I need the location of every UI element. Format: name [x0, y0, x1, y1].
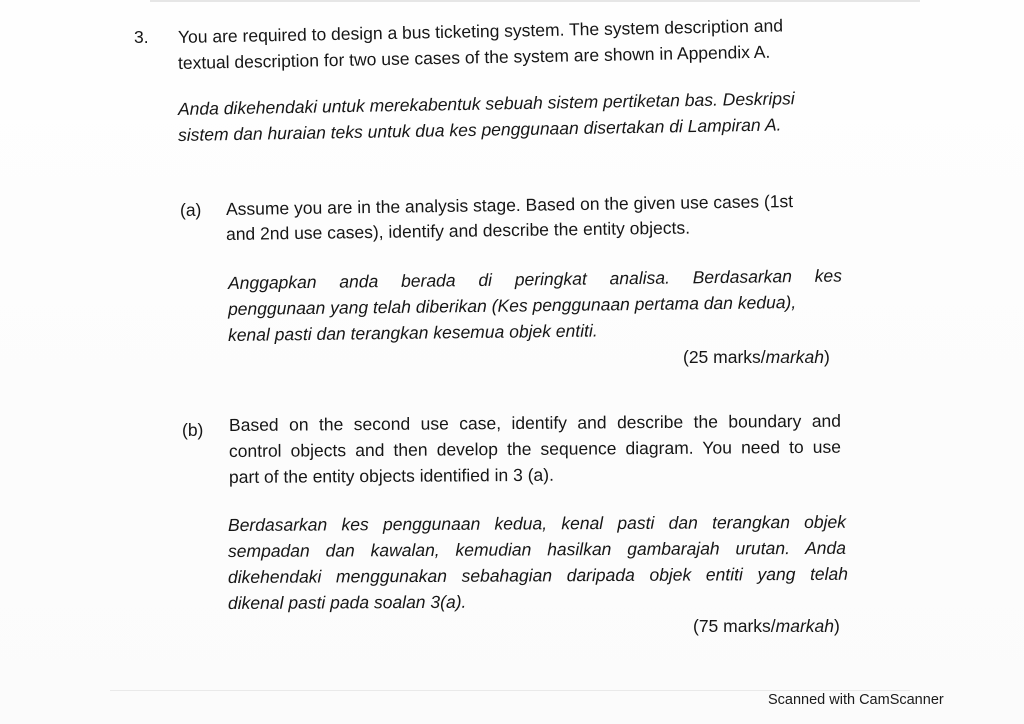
- part-b-marks-italic: markah: [775, 616, 835, 636]
- part-b-marks-suffix: ): [834, 616, 840, 636]
- intro-en-line-1: You are required to design a bus ticketing system. The system description and: [177, 15, 784, 47]
- intro-en-line-2: textual description for two use cases of the system are shown in Appendix A.: [177, 41, 771, 73]
- part-b-marks: [693, 616, 840, 637]
- intro-ms-line-1: Anda dikehendaki untuk merekabentuk sebuah sistem pertiketan bas. Deskripsi: [177, 88, 795, 119]
- part-a-ms-line-1: Anggapkan anda berada di peringkat analisa. Berdasarkan kes: [227, 265, 843, 293]
- part-a-marks-italic: markah: [765, 347, 825, 367]
- part-a-en-line-2: and 2nd use cases), identify and describe the entity objects.: [225, 217, 691, 244]
- part-b-ms-line-1: Berdasarkan kes penggunaan kedua, kenal pasti dan terangkan objek: [227, 511, 847, 535]
- part-a-ms-line-3: kenal pasti dan terangkan kesemua objek entiti.: [227, 320, 598, 345]
- part-a-ms-line-2: penggunaan yang telah diberikan (Kes penggunaan pertama dan kedua),: [227, 292, 797, 319]
- part-b-en-line-1: Based on the second use case, identify and describe the boundary and: [228, 410, 842, 435]
- part-b-ms-line-2: sempadan dan kawalan, kemudian hasilkan gambarajah urutan. Anda: [227, 537, 847, 561]
- part-b-en-line-2: control objects and then develop the sequence diagram. You need to use: [228, 436, 842, 461]
- part-a-marks-prefix: (25 marks/: [683, 347, 766, 367]
- camscanner-watermark: Scanned with CamScanner: [768, 692, 944, 708]
- page-bottom-edge: [110, 690, 910, 691]
- part-b-marks-prefix: (75 marks/: [693, 616, 776, 636]
- page-top-edge: [150, 0, 920, 2]
- part-a-label: (a): [180, 200, 202, 220]
- part-a-en-line-1: Assume you are in the analysis stage. Based on the given use cases (1st: [225, 191, 794, 219]
- part-a-marks: [683, 347, 830, 368]
- part-b-en-line-3: part of the entity objects identified in 3 (a).: [228, 464, 554, 487]
- part-a-marks-suffix: ): [824, 347, 830, 367]
- intro-ms-line-2: sistem dan huraian teks untuk dua kes penggunaan disertakan di Lampiran A.: [177, 114, 782, 145]
- question-number: 3.: [134, 27, 149, 47]
- part-b-ms-line-3: dikehendaki menggunakan sebahagian daripada objek entiti yang telah: [227, 563, 849, 587]
- part-b-ms-line-4: dikenal pasti pada soalan 3(a).: [227, 591, 467, 613]
- part-b-label: (b): [182, 420, 204, 440]
